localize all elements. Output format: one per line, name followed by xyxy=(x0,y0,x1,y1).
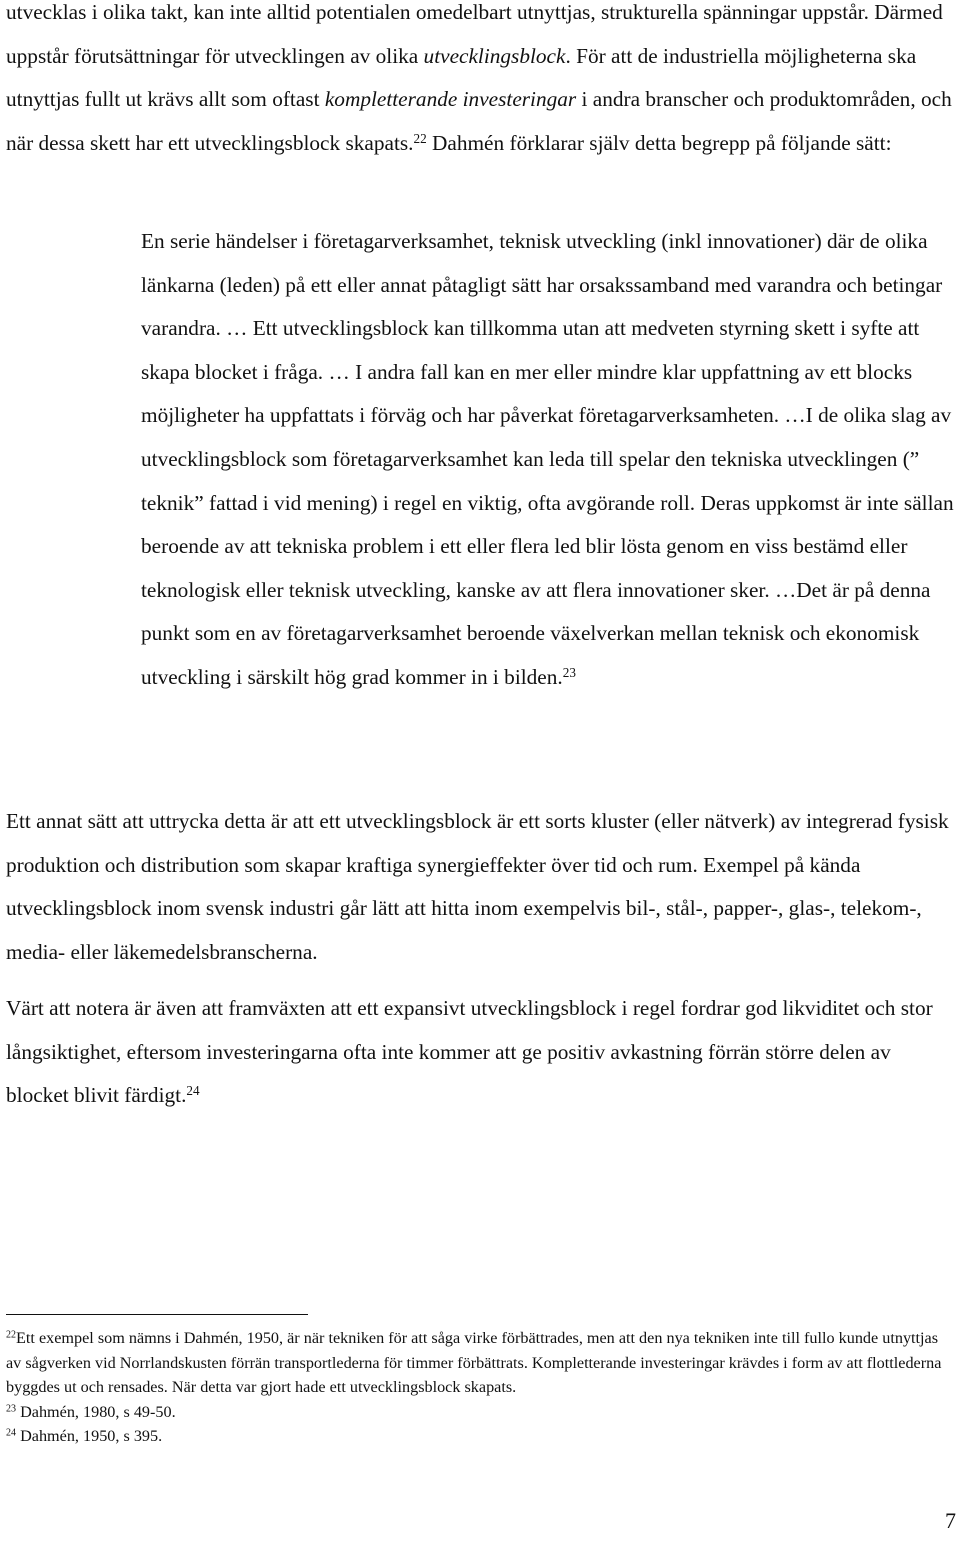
p1-text-1: utvecklas i olika takt, kan inte alltid potentialen omedelbart utnyttjas, strukturella spänningar uppstår. Därmed uppstår förutsättningar för utvecklingen av olika xyxy=(6,0,943,68)
footnote-ref-23: 23 xyxy=(562,664,576,680)
footnote-number: 22 xyxy=(6,1329,17,1341)
footnote-text: Ett exempel som nämns i Dahmén, 1950, är när tekniken för att såga virke förbättrades, men att den nya tekniken inte till fullo kunde utnyttjas av sågverken vid Norrlandskusten förrän transportlederna för timmer förbättrats. Kompletterande investeringar krävdes i form av att flottlederna byggdes ut och rensades. När detta var gjort hade ett utvecklingsblock skapats. xyxy=(6,1329,942,1396)
p1-emphasis-1: utvecklingsblock xyxy=(423,43,566,68)
page-number: 7 xyxy=(945,1508,956,1533)
footnote-22 xyxy=(6,1326,956,1400)
footnotes xyxy=(6,1326,956,1449)
footnote-number: 24 xyxy=(6,1427,17,1439)
footnote-24 xyxy=(6,1424,956,1449)
footnote-number: 23 xyxy=(6,1402,17,1414)
footnote-separator xyxy=(6,1314,308,1315)
p1-text-3: i andra branscher och produktområden, och när dessa skett har ett utvecklingsblock skapats. xyxy=(6,87,952,155)
p1-text-4: Dahmén förklarar själv detta begrepp på följande sätt: xyxy=(426,130,892,155)
body-paragraph-2 xyxy=(6,800,956,974)
body-paragraph-1 xyxy=(6,0,956,165)
p1-text-2: . För att de industriella möjligheterna ska utnyttjas fullt ut krävs allt som oftast xyxy=(6,43,917,112)
p3-text: Värt att notera är även att framväxten att ett expansivt utvecklingsblock i regel fordrar god likviditet och stor långsiktighet, eftersom investeringarna ofta inte kommer att ge positiv avkastning förrän större delen av blocket blivit färdigt. xyxy=(6,996,933,1108)
footnote-ref-24: 24 xyxy=(186,1082,200,1098)
body-paragraph-3 xyxy=(6,987,956,1118)
block-quote xyxy=(141,220,959,700)
footnote-text: Dahmén, 1950, s 395. xyxy=(16,1427,163,1445)
quote-text: En serie händelser i företagarverksamhet, teknisk utveckling (inkl innovationer) där de olika länkarna (leden) på ett eller annat påtagligt sätt har orsakssamband med varandra och betingar varandra. … Ett utvecklingsblock kan tillkomma utan att medveten styrning skett i syfte att skapa blocket i fråga. … I andra fall kan en mer eller mindre klar uppfattning av ett blocks möjligheter ha uppfattats i förväg och har påverkat företagarverksamheten. …I de olika slag av utvecklingsblock som företagarverksamhet kan leda till spelar den tekniska utvecklingen (” teknik” fattad i vid mening) i regel en viktig, ofta avgörande roll. Deras uppkomst är inte sällan beroende av att tekniska problem i ett eller flera led blir lösta genom en viss bestämd eller teknologisk eller teknisk utveckling, kanske av att flera innovationer sker. …Det är på denna punkt som en av företagarverksamhet beroende växelverkan mellan teknisk och ekonomisk utveckling i särskilt hög grad kommer in i bilden. xyxy=(141,229,954,689)
p2-text: Ett annat sätt att uttrycka detta är att ett utvecklingsblock är ett sorts kluster (eller nätverk) av integrerad fysisk produktion och distribution som skapar kraftiga synergieffekter över tid och rum. Exempel på kända utvecklingsblock inom svensk industri går lätt att hitta inom exempelvis bil-, stål-, papper-, glas-, telekom-, media- eller läkemedelsbranscherna. xyxy=(6,809,949,964)
footnote-ref-22: 22 xyxy=(413,130,427,146)
p1-emphasis-2: kompletterande investeringar xyxy=(324,87,577,112)
footnote-text: Dahmén, 1980, s 49-50. xyxy=(16,1402,176,1421)
footnote-23 xyxy=(6,1400,956,1425)
